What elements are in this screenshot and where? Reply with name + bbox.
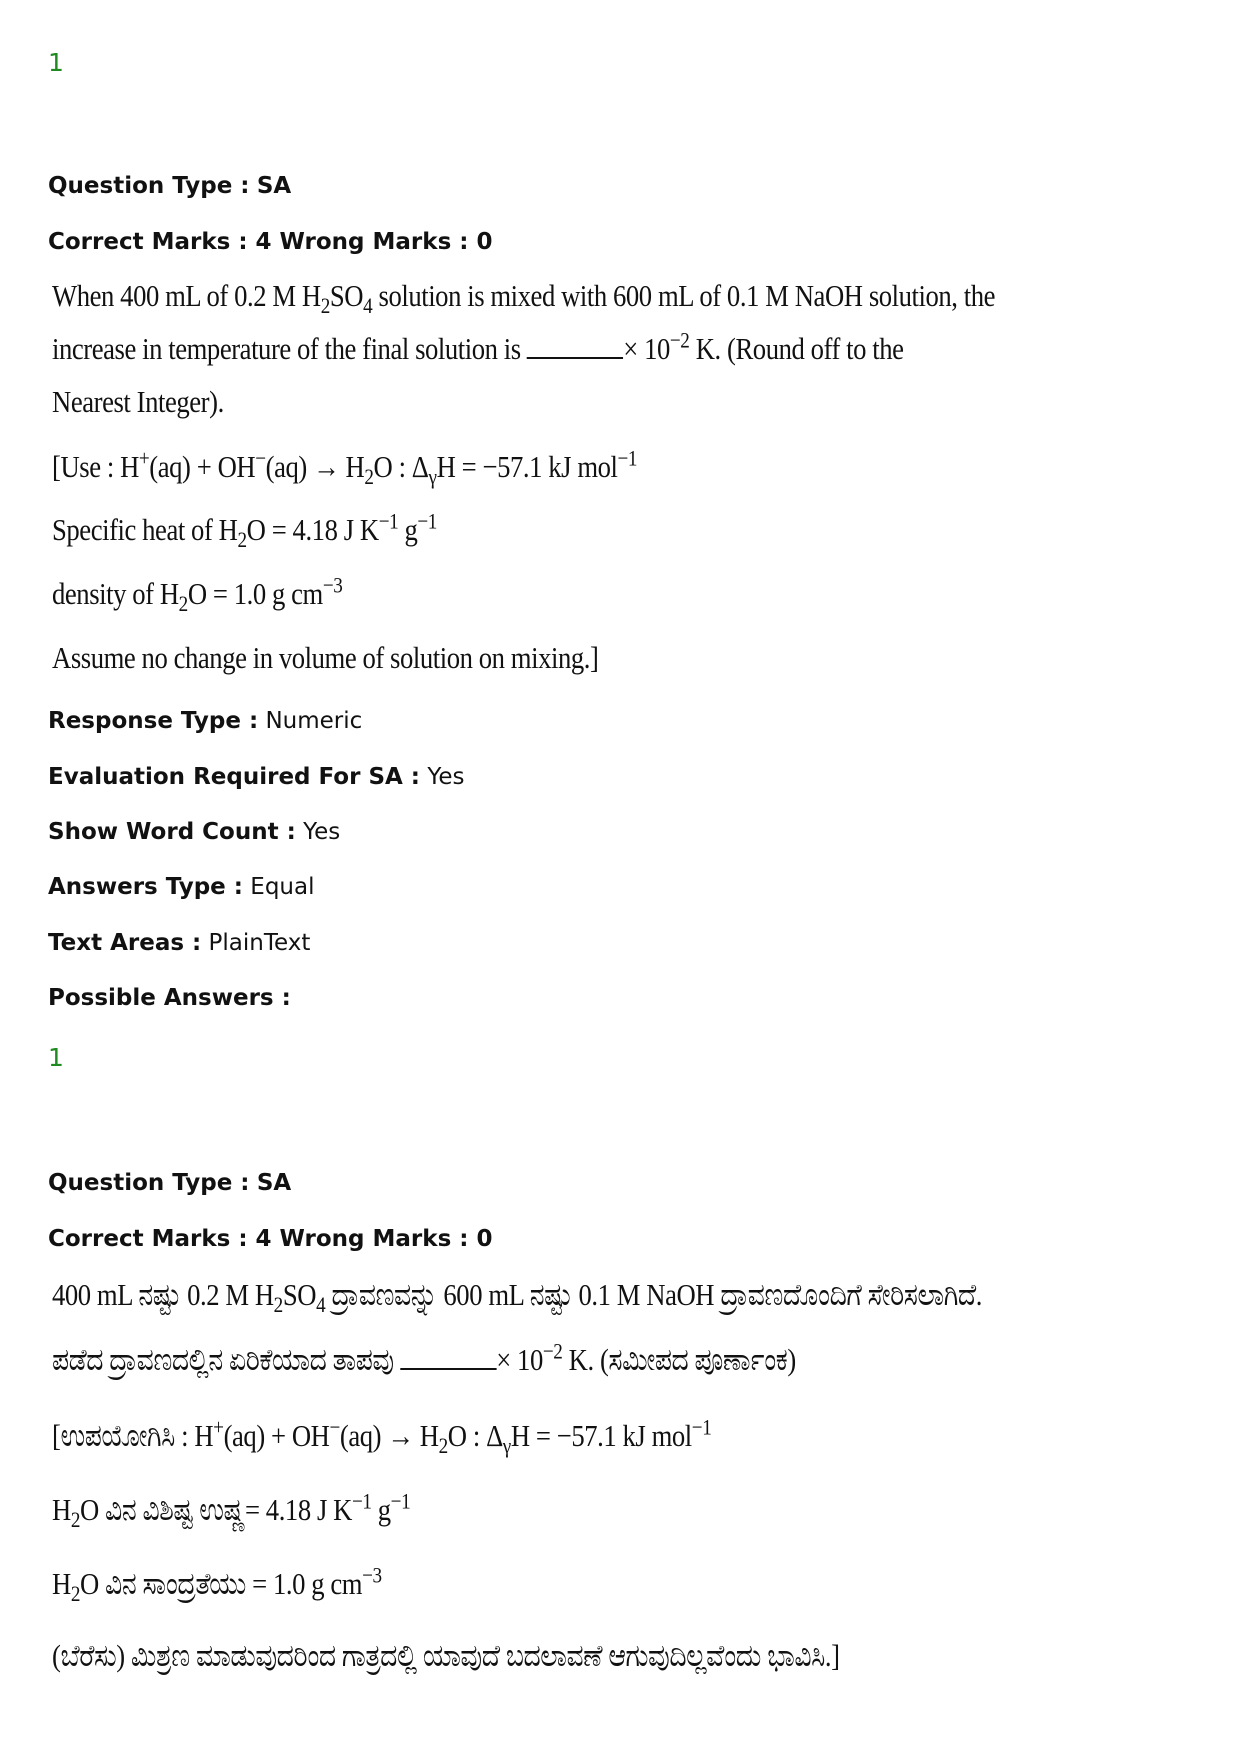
- evaluation-label: Evaluation Required For SA :: [48, 764, 421, 790]
- question-text-line-5: Specific heat of $H_2O = 4.18$ J $K^{-1}$ $g^{-1}$: [52, 508, 437, 553]
- text-areas-value: PlainText: [208, 930, 311, 956]
- response-type-value: Numeric: [265, 708, 363, 734]
- word-count-label: Show Word Count :: [48, 819, 296, 845]
- answers-type-label: Answers Type :: [48, 874, 243, 900]
- answers-type-value: Equal: [250, 874, 315, 900]
- kannada-text-line-4: $H_2O$ ವಿನ ವಿಶಿಷ್ಟ ಉಷ್ಣ= 4.18 J $K^{-1}$ $g^{-1}$: [52, 1488, 411, 1533]
- evaluation-value: Yes: [427, 764, 465, 790]
- text-areas-line: [48, 930, 310, 956]
- question-type-value: SA: [256, 1170, 292, 1196]
- evaluation-line: [48, 764, 464, 790]
- question-number: 1: [48, 48, 64, 77]
- text-areas-label: Text Areas :: [48, 930, 202, 956]
- possible-answers-label: Possible Answers :: [48, 985, 291, 1011]
- marks-line-2: [48, 1226, 492, 1252]
- marks-text: Correct Marks : 4 Wrong Marks : 0: [48, 229, 493, 255]
- question-text-line-3: Nearest Integer).: [52, 384, 224, 419]
- question-text-line-1: When 400 mL of 0.2 M $H_2SO_4$ solution is mixed with 600 mL of 0.1 M NaOH solution, the: [52, 278, 996, 319]
- word-count-line: [48, 819, 340, 845]
- question-type-line-2: [48, 1170, 291, 1196]
- kannada-text-line-6: (ಬೆರೆಸು) ಮಿಶ್ರಣ ಮಾಡುವುದರಿಂದ ಗಾತ್ರದಲ್ಲಿ ಯಾವುದೆ ಬದಲಾವಣೆ ಆಗುವುದಿಲ್ಲವೆಂದು ಭಾವಿಸಿ.]: [52, 1638, 840, 1673]
- kannada-text-line-2: ಪಡೆದ ದ್ರಾವಣದಲ್ಲಿನ ಏರಿಕೆಯಾದ ತಾಪವು × $10^{-2}$ K. (ಸಮೀಪದ ಪೂರ್ಣಾಂಕ): [52, 1338, 796, 1377]
- word-count-value: Yes: [303, 819, 341, 845]
- question-text-line-2: increase in temperature of the final solution is × $10^{-2}$ K. (Round off to the: [52, 327, 904, 366]
- possible-answer-value: 1: [48, 1043, 64, 1072]
- question-type-label: Question Type :: [48, 173, 250, 199]
- question-type-label: Question Type :: [48, 1170, 250, 1196]
- answer-blank: [527, 335, 623, 359]
- marks-text: Correct Marks : 4 Wrong Marks : 0: [48, 1226, 493, 1252]
- kannada-text-line-5: $H_2O$ ವಿನ ಸಾಂದ್ರತೆಯು = 1.0 g $cm^{-3}$: [52, 1562, 382, 1607]
- marks-line: [48, 229, 492, 255]
- response-type-line: [48, 708, 362, 734]
- question-type-value: SA: [256, 173, 292, 199]
- answer-blank: [400, 1346, 496, 1370]
- possible-answers-line: [48, 985, 291, 1011]
- kannada-text-line-3: [ಉಪಯೋಗಿಸಿ : $H^+(aq) + OH^-(aq) \to H_2O$ : $\Delta_\gamma H = -57.1$ kJ mol$^{-1}$: [52, 1414, 712, 1459]
- response-type-label: Response Type :: [48, 708, 259, 734]
- question-text-line-4: [Use : $H^+(aq) + OH^-(aq) \to H_2O$ : $\Delta_\gamma H = -57.1$ kJ mol$^{-1}$: [52, 445, 638, 490]
- question-text-line-6: density of $H_2O = 1.0$ g $cm^{-3}$: [52, 572, 343, 617]
- answers-type-line: [48, 874, 315, 900]
- kannada-text-line-1: 400 mL ನಷ್ಟು 0.2 M $H_2SO_4$ ದ್ರಾವಣವನ್ನು 600 mL ನಷ್ಟು 0.1 M NaOH ದ್ರಾವಣದೊಂದಿಗೆ ಸೇರಿಸಲಾಗಿದೆ.: [52, 1277, 983, 1318]
- question-type-line: [48, 173, 291, 199]
- question-text-line-7: Assume no change in volume of solution on mixing.]: [52, 640, 599, 675]
